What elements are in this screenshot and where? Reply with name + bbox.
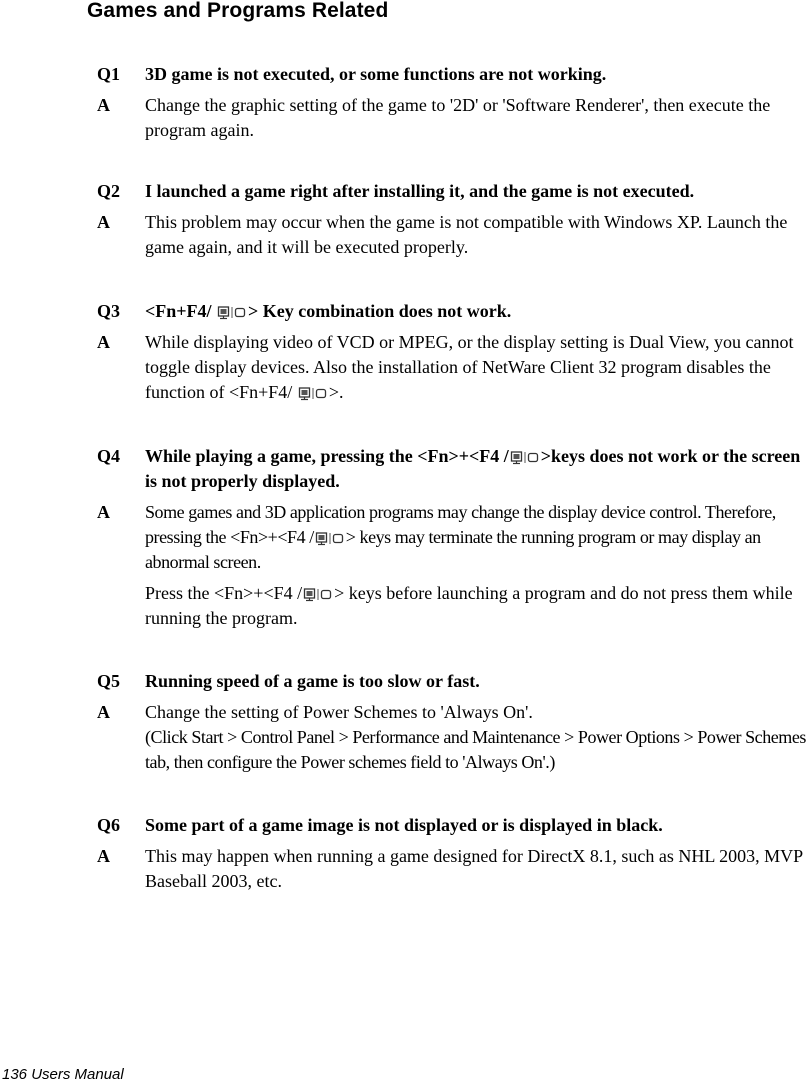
answer-text-3-start: While displaying video of VCD or MPEG, or the display setting is Dual View, you cannot toggle display devices. Also the installation of NetWare Client 32 program disables the function of <Fn+F4/	[145, 332, 794, 402]
question-5	[97, 669, 808, 694]
answer-label-3: A	[97, 332, 110, 352]
display-toggle-icon	[303, 587, 333, 602]
question-label-5: Q5	[97, 671, 121, 691]
question-text-3-end: > Key combination does not work.	[248, 301, 512, 321]
question-text-2: I launched a game right after installing it, and the game is not executed.	[145, 181, 695, 201]
display-toggle-icon	[298, 386, 328, 401]
qa-item-6	[97, 813, 808, 894]
question-text-1: 3D game is not executed, or some functions are not working.	[145, 64, 607, 84]
answer-label-1: A	[97, 95, 110, 115]
question-label-4: Q4	[97, 446, 121, 466]
answer-text-6: This may happen when running a game designed for DirectX 8.1, such as NHL 2003, MVP Baseball 2003, etc.	[145, 846, 803, 891]
answer-text-4b-start: Press the <Fn>+<F4 /	[145, 583, 303, 603]
answer-text-4-end: > keys may terminate the running program or may display an abnormal screen.	[145, 527, 761, 572]
question-6	[97, 813, 808, 838]
answer-label-2: A	[97, 212, 110, 232]
answer-text-4b-end: > keys before launching a program and do not press them while running the program.	[145, 583, 793, 628]
answer-1	[97, 93, 808, 143]
answer-4	[97, 500, 808, 575]
display-toggle-icon	[510, 450, 540, 465]
qa-item-3	[97, 299, 808, 405]
qa-item-2	[97, 179, 808, 260]
display-toggle-icon	[217, 305, 247, 320]
answer-text-5: Change the setting of Power Schemes to 'Always On'.	[145, 702, 533, 722]
question-text-5: Running speed of a game is too slow or fast.	[145, 671, 480, 691]
answer-text-1: Change the graphic setting of the game to '2D' or 'Software Renderer', then execute the program again.	[145, 95, 771, 140]
qa-item-4	[97, 444, 808, 631]
page-title: Games and Programs Related	[87, 0, 389, 22]
question-1	[97, 62, 808, 87]
question-label-2: Q2	[97, 181, 121, 201]
question-3	[97, 299, 808, 324]
answer-label-6: A	[97, 846, 110, 866]
question-2	[97, 179, 808, 204]
answer-text-4-start: Some games and 3D application programs may change the display device control. Therefore, pressing the <Fn>+<F4 /	[145, 502, 776, 547]
qa-item-1	[97, 62, 808, 143]
answer-text-2: This problem may occur when the game is not compatible with Windows XP. Launch the game again, and it will be executed properly.	[145, 212, 788, 257]
question-label-1: Q1	[97, 64, 121, 84]
question-text-3-start: <Fn+F4/	[145, 301, 217, 321]
question-text-4-end: >keys does not work or the screen is not properly displayed.	[145, 446, 801, 491]
answer-label-4: A	[97, 502, 110, 522]
answer-4-continued	[97, 581, 808, 631]
answer-6	[97, 844, 808, 894]
answer-text-3-end: >.	[328, 382, 344, 402]
answer-label-5: A	[97, 702, 110, 722]
question-label-6: Q6	[97, 815, 121, 835]
question-label-3: Q3	[97, 301, 121, 321]
qa-item-5	[97, 669, 808, 775]
answer-3	[97, 330, 808, 405]
question-text-4-start: While playing a game, pressing the <Fn>+<F4 /	[145, 446, 509, 466]
question-text-6: Some part of a game image is not displayed or is displayed in black.	[145, 815, 663, 835]
answer-2	[97, 210, 808, 260]
answer-5	[97, 700, 808, 775]
answer-note-5: (Click Start > Control Panel > Performance and Maintenance > Power Options > Power Schemes tab, then configure the Power schemes field to 'Always On'.)	[145, 727, 806, 772]
page-footer: 136 Users Manual	[2, 1066, 124, 1083]
question-4	[97, 444, 808, 494]
display-toggle-icon	[315, 531, 345, 546]
